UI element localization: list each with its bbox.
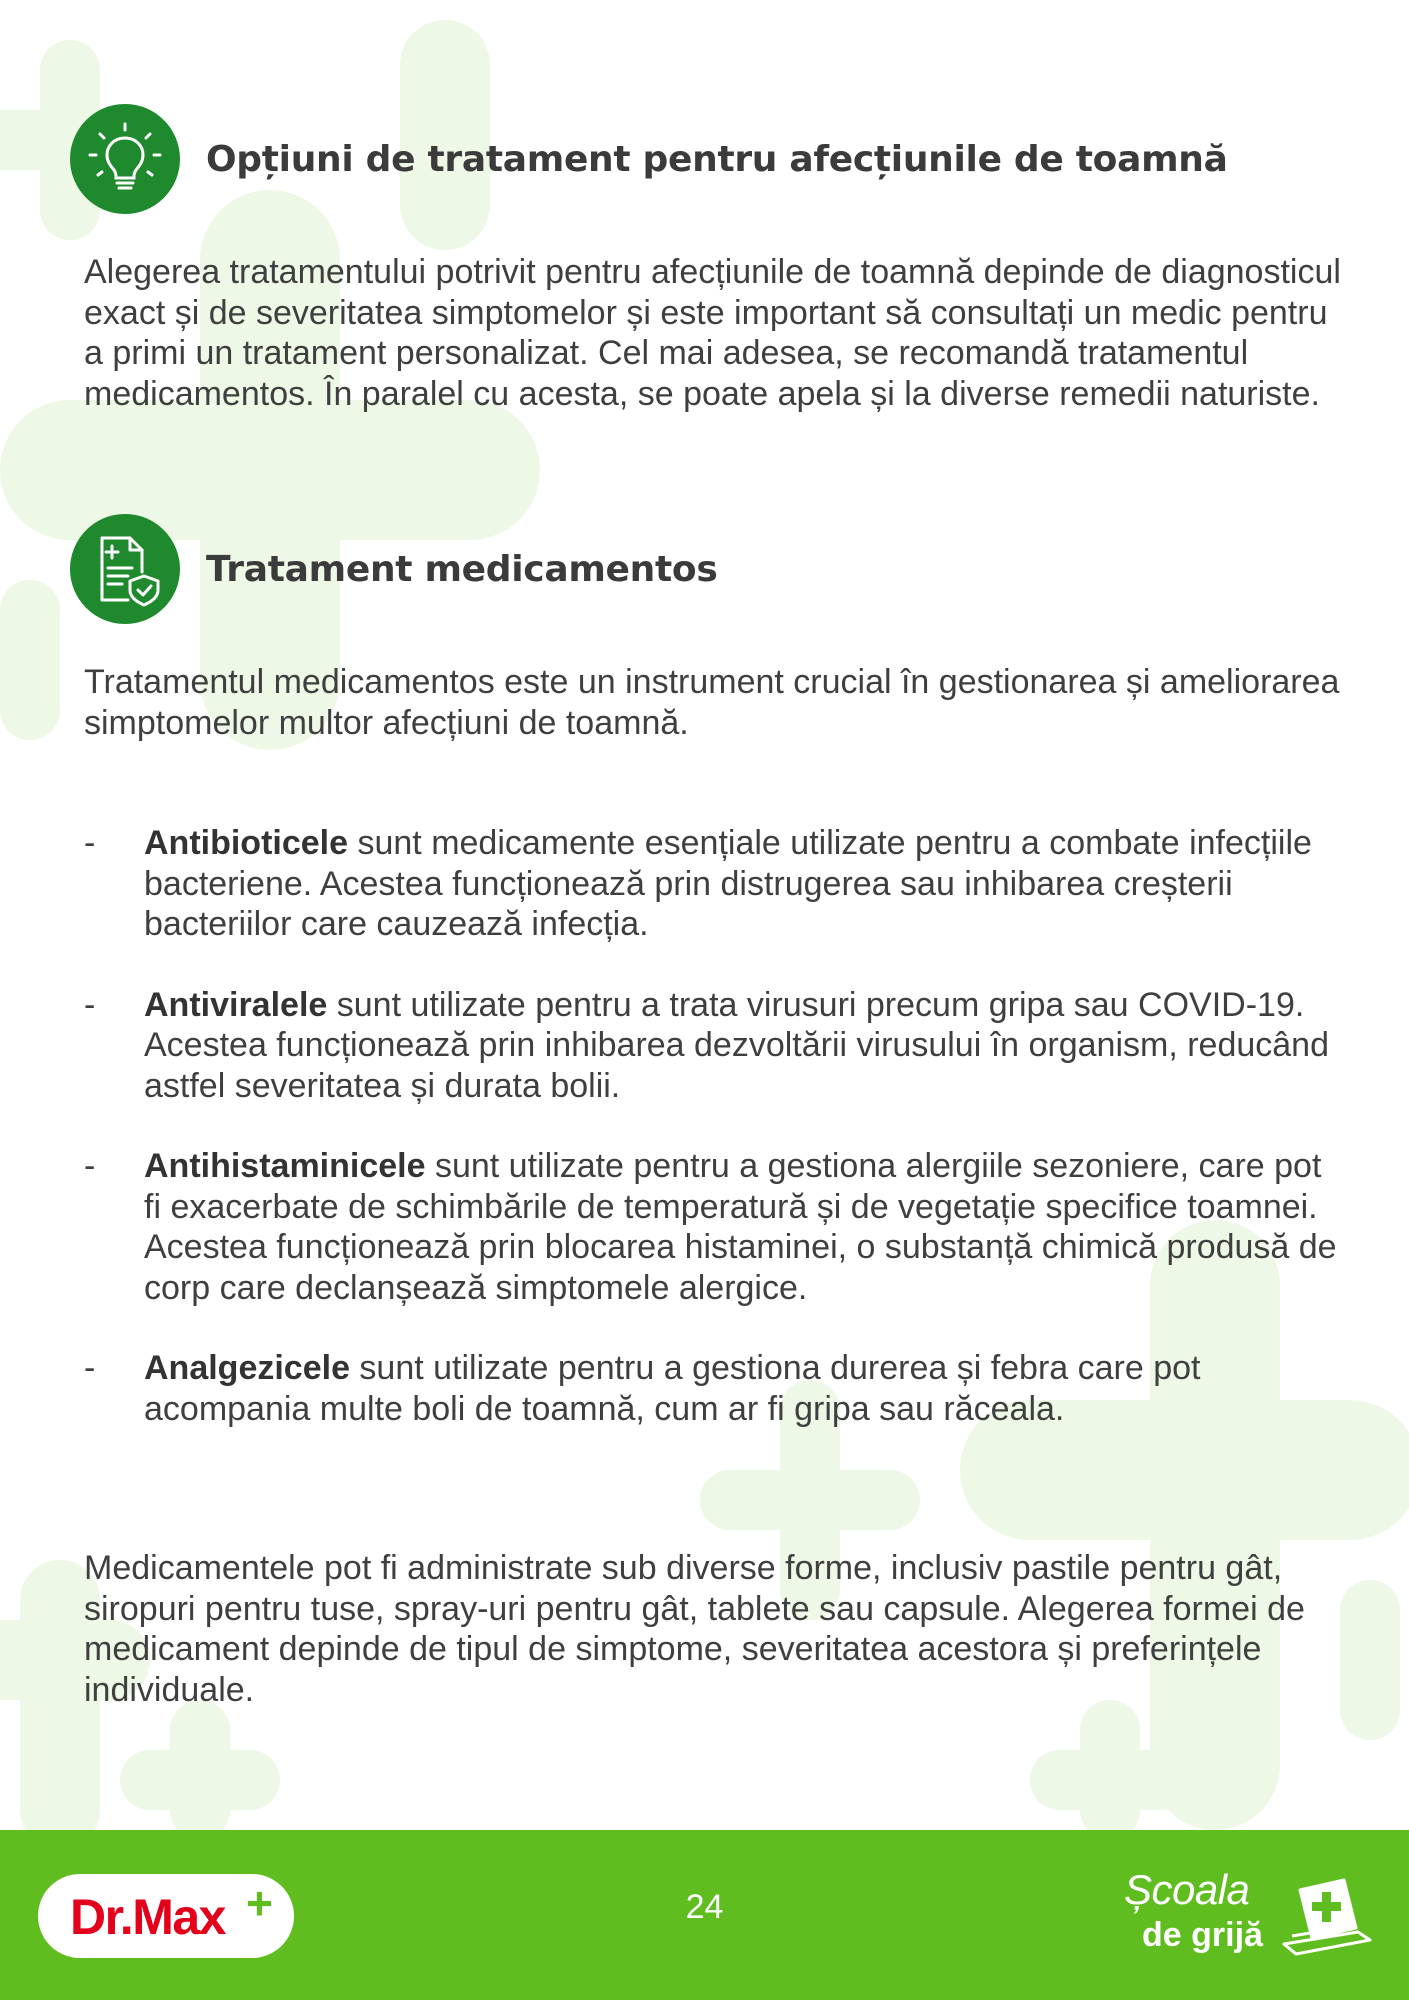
list-item — [84, 823, 1344, 945]
section-title: Tratament medicamentos — [206, 548, 718, 590]
list-item-text: sunt utilizate pentru a gestiona durerea și febra care pot acompania multe boli de toamnă, cum ar fi gripa sau răceala. — [144, 1349, 1201, 1428]
section-heading-medication — [70, 514, 717, 624]
brand-line2: de grijă — [1142, 1916, 1263, 1954]
list-item-term: Analgezicele — [144, 1349, 350, 1387]
lightbulb-icon — [70, 104, 180, 214]
medication-intro-paragraph: Tratamentul medicamentos este un instrument crucial în gestionarea și ameliorarea simptomelor multor afecțiuni de toamnă. — [84, 663, 1340, 742]
logo-plus-icon: + — [246, 1877, 273, 1929]
list-item-term: Antihistaminicele — [144, 1147, 426, 1185]
list-dash: - — [84, 824, 96, 862]
list-item — [84, 1146, 1344, 1308]
section-heading-treatment-options — [70, 104, 1228, 214]
intro-paragraph: Alegerea tratamentului potrivit pentru afecțiunile de toamnă depinde de diagnosticul exact și de severitatea simptomelor și este important să consultați un medic pentru a primi un tratament personalizat. Cel mai adesea, se recomandă tratamentul medicamentos. În paralel cu acesta, se poate apela și la diverse remedii naturiste. — [84, 253, 1341, 413]
section-title: Opțiuni de tratament pentru afecțiunile de toamnă — [206, 138, 1228, 180]
list-item-term: Antiviralele — [144, 985, 328, 1024]
list-item-term: Antibioticele — [144, 824, 349, 862]
list-dash: - — [84, 1147, 96, 1185]
closing-paragraph: Medicamentele pot fi administrate sub diverse forme, inclusiv pastile pentru gât, siropuri pentru tuse, spray-uri pentru gât, tablete sau capsule. Alegerea formei de medicament depinde de tipul de simptome, severitatea acestora și preferințele individuale. — [84, 1549, 1305, 1709]
medical-document-shield-icon — [70, 514, 180, 624]
list-dash: - — [84, 985, 96, 1024]
logo-text: Dr.Max — [70, 1889, 225, 1945]
list-item — [84, 985, 1344, 1107]
page-number: 24 — [685, 1888, 724, 1926]
list-item-text: sunt utilizate pentru a trata virusuri precum gripa sau COVID-19. Acestea funcționează prin inhibarea dezvoltării virusului în organism, reducând astfel severitatea și durata bolii. — [144, 985, 1330, 1105]
list-item-text: sunt medicamente esențiale utilizate pentru a combate infecțiile bacteriene. Acestea funcționează prin distrugerea sau inhibarea creșterii bacteriilor care cauzează infecția. — [144, 824, 1312, 943]
list-dash: - — [84, 1349, 96, 1387]
medication-list — [84, 823, 1344, 1469]
brand-line1: Școala — [1124, 1866, 1250, 1913]
book-plus-icon — [1278, 1870, 1374, 1960]
list-item — [84, 1348, 1344, 1429]
scoala-de-grija-logo[interactable] — [1118, 1866, 1378, 1976]
page-footer — [0, 1830, 1409, 2000]
list-item-text: sunt utilizate pentru a gestiona alergiile sezoniere, care pot fi exacerbate de schimbările de temperatură și de vegetație specifice toamnei. Acestea funcționează prin blocarea histaminei, o substanță chimică produsă de corp care declanșează simptomele alergice. — [144, 1147, 1337, 1307]
